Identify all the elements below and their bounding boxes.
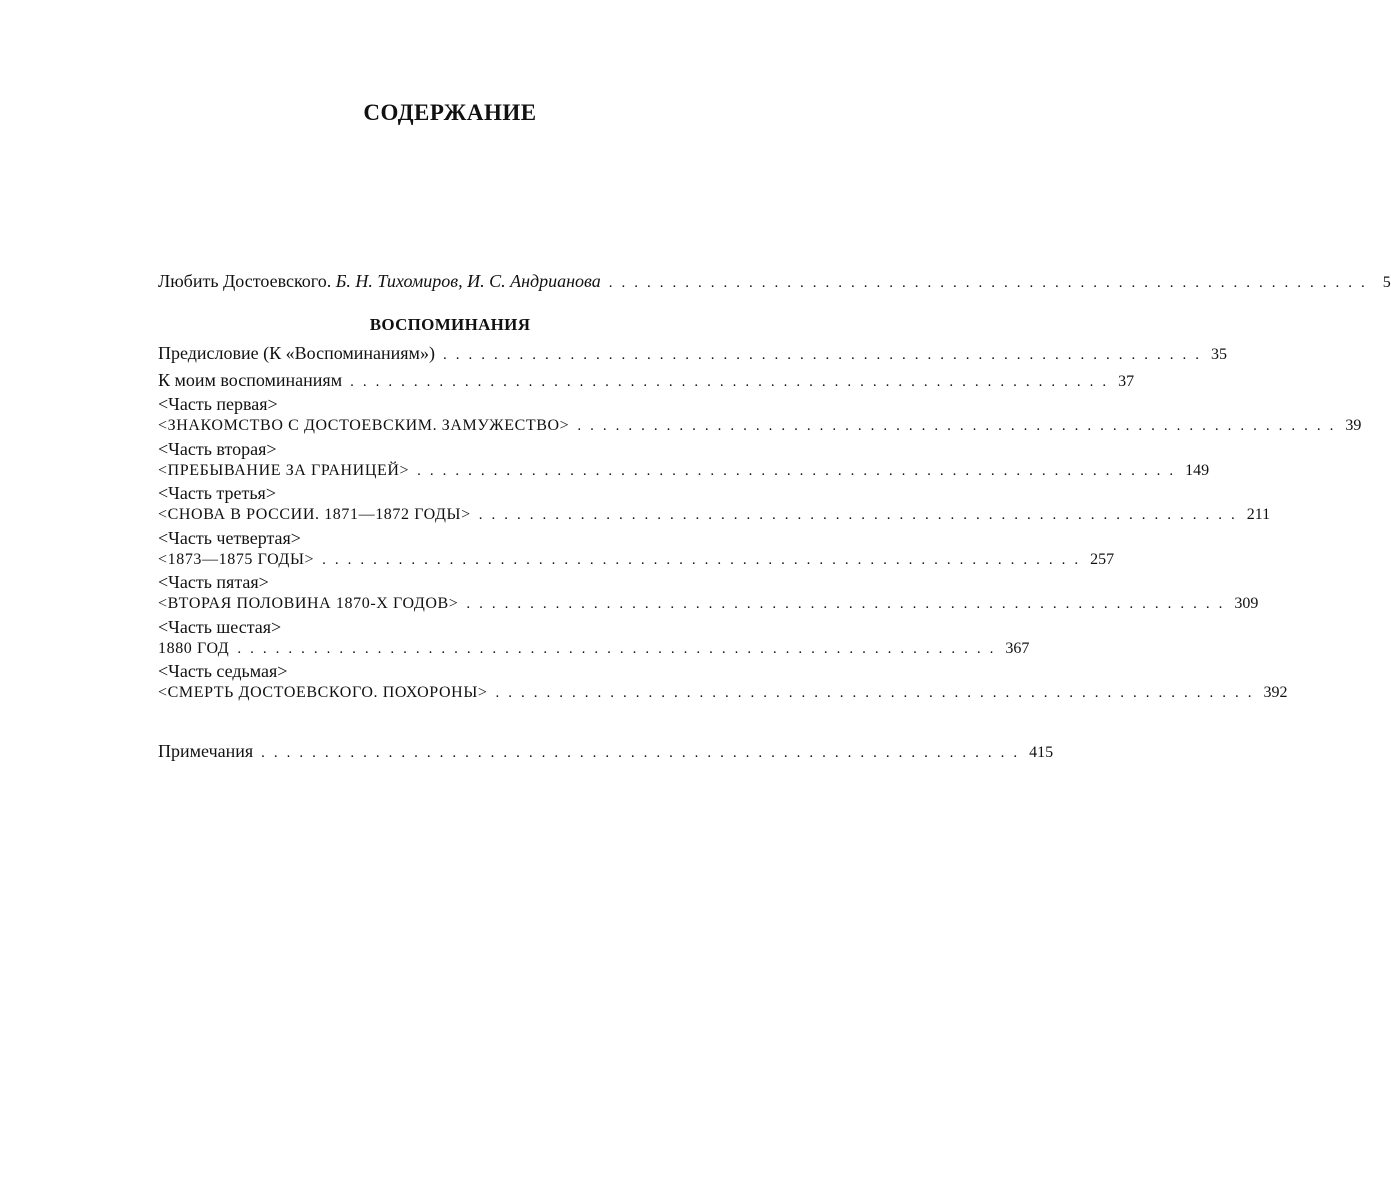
page-number: 392 (1263, 684, 1288, 701)
page-number: 35 (1210, 346, 1227, 363)
toc-row (158, 593, 1259, 616)
intro-authors: Б. Н. Тихомиров, И. С. Андрианова (335, 271, 601, 291)
dot-leader: ............................................................ (495, 685, 1261, 701)
part-entry (158, 616, 1030, 661)
toc-row (158, 369, 1135, 394)
part-entry (158, 661, 1288, 705)
toc-label: Предисловие (К «Воспоминаниям») (158, 343, 435, 363)
part-heading: <Часть шестая> (158, 616, 282, 637)
dot-leader: ............................................................ (350, 373, 1116, 390)
dot-leader: ............................................................ (237, 640, 1003, 657)
toc-label: 1880 ГОД (158, 639, 230, 657)
page-number: 257 (1090, 550, 1115, 568)
toc-row (158, 740, 1054, 765)
toc-label: К моим воспоминаниям (158, 369, 343, 390)
part-entry (158, 527, 1115, 572)
part-heading: <Часть пятая> (158, 572, 269, 592)
dot-leader: ............................................................ (261, 745, 1027, 761)
page-number: 367 (1005, 639, 1030, 657)
memoirs-list (158, 342, 1362, 705)
notes-entry (158, 740, 1054, 765)
part-entry (158, 483, 1271, 527)
section-heading: ВОСПОМИНАНИЯ (369, 315, 531, 334)
intro-entry (158, 270, 1391, 295)
part-heading: <Часть первая> (158, 394, 278, 414)
dot-leader: ............................................................ (442, 347, 1208, 363)
dot-leader: ............................................................ (466, 596, 1232, 612)
page-number: 211 (1246, 506, 1271, 523)
toc-row (158, 270, 1391, 295)
toc-row (158, 682, 1288, 705)
page-number: 415 (1029, 744, 1054, 761)
intro-title: Любить Достоевского. (158, 271, 332, 291)
toc-label (158, 270, 601, 293)
toc-row (158, 549, 1115, 572)
toc-label: <СНОВА В РОССИИ. 1871—1872 ГОДЫ> (158, 506, 471, 523)
toc-label: <1873—1875 ГОДЫ> (158, 550, 315, 568)
toc-label: <ЗНАКОМСТВО С ДОСТОЕВСКИМ. ЗАМУЖЕСТВО> (158, 417, 570, 434)
parts-list (158, 394, 1362, 705)
part-entry (158, 438, 1210, 483)
part-heading: <Часть третья> (158, 483, 276, 503)
dot-leader: ............................................................ (322, 551, 1088, 568)
part-entry (158, 394, 1362, 438)
page-number: 149 (1185, 461, 1210, 479)
toc-label: <ПРЕБЫВАНИЕ ЗА ГРАНИЦЕЙ> (158, 461, 410, 479)
toc-row (158, 504, 1271, 527)
part-heading: <Часть вторая> (158, 438, 277, 459)
page-number: 5 (1382, 274, 1391, 291)
toc-row (158, 460, 1210, 483)
part-heading: <Часть четвертая> (158, 527, 301, 548)
toc-label: <ВТОРАЯ ПОЛОВИНА 1870-Х ГОДОВ> (158, 595, 459, 612)
dot-leader: ............................................................ (478, 507, 1244, 523)
dot-leader: ............................................................ (608, 275, 1374, 291)
part-heading: <Часть седьмая> (158, 661, 288, 681)
dot-leader: ............................................................ (417, 462, 1183, 479)
part-entry (158, 572, 1259, 616)
toc-label: <СМЕРТЬ ДОСТОЕВСКОГО. ПОХОРОНЫ> (158, 684, 488, 701)
toc-row (158, 415, 1362, 438)
dot-leader: ............................................................ (577, 418, 1343, 434)
page-title: СОДЕРЖАНИЕ (363, 100, 537, 125)
page-number: 39 (1345, 417, 1362, 434)
toc-row (158, 638, 1030, 661)
toc-label: Примечания (158, 741, 254, 761)
page-number: 37 (1118, 372, 1135, 390)
toc-row (158, 342, 1227, 367)
page-number: 309 (1234, 595, 1259, 612)
